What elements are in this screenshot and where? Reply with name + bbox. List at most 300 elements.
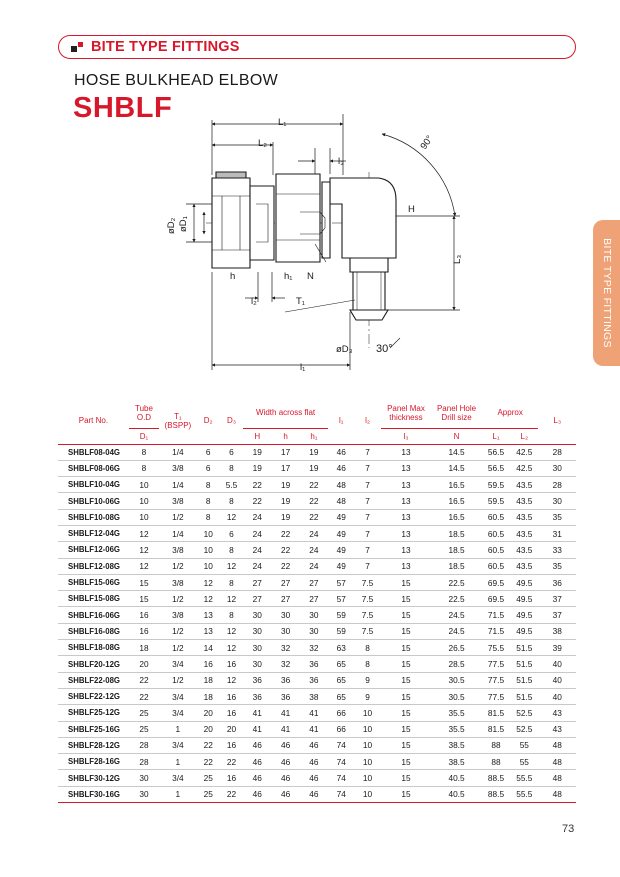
part-number-cell: SHBLF20-12G: [58, 656, 129, 672]
table-cell: 46: [328, 460, 354, 476]
table-cell: 24: [243, 542, 271, 558]
table-cell: 13: [197, 623, 220, 639]
table-cell: 12: [220, 640, 243, 656]
table-cell: 3/4: [159, 770, 196, 786]
header-L2: L₂: [510, 428, 538, 444]
table-cell: 20: [220, 721, 243, 737]
table-cell: 15: [381, 754, 432, 770]
table-cell: 12: [220, 558, 243, 574]
table-cell: 36: [271, 672, 299, 688]
table-cell: 3/4: [159, 688, 196, 704]
header-approx: Approx: [482, 398, 539, 428]
table-cell: 22: [271, 525, 299, 541]
table-cell: 22: [129, 672, 159, 688]
table-cell: 13: [381, 444, 432, 460]
table-cell: 31: [538, 525, 576, 541]
table-cell: 71.5: [482, 607, 510, 623]
table-cell: 30: [243, 640, 271, 656]
table-cell: 24: [243, 525, 271, 541]
table-cell: 1: [159, 754, 196, 770]
table-cell: 55: [510, 737, 538, 753]
table-cell: 27: [300, 574, 328, 590]
table-cell: 36: [243, 688, 271, 704]
dim-angle90: 90°: [418, 133, 436, 152]
table-cell: 10: [354, 786, 380, 802]
part-number-cell: SHBLF12-08G: [58, 558, 129, 574]
table-cell: 30.5: [431, 672, 482, 688]
table-cell: 16: [220, 705, 243, 721]
table-cell: 19: [243, 460, 271, 476]
table-cell: 22: [220, 754, 243, 770]
table-cell: 25: [129, 705, 159, 721]
table-cell: 33: [538, 542, 576, 558]
table-cell: 66: [328, 721, 354, 737]
table-row: [58, 672, 576, 688]
spec-table-body: [58, 444, 576, 803]
table-cell: 15: [381, 672, 432, 688]
table-cell: 3/8: [159, 542, 196, 558]
table-cell: 1/2: [159, 591, 196, 607]
table-cell: 74: [328, 770, 354, 786]
table-cell: 51.5: [510, 640, 538, 656]
part-number-cell: SHBLF10-06G: [58, 493, 129, 509]
table-row: [58, 688, 576, 704]
table-cell: 74: [328, 786, 354, 802]
table-cell: 15: [129, 591, 159, 607]
table-cell: 41: [271, 705, 299, 721]
table-cell: 43.5: [510, 509, 538, 525]
table-cell: 15: [381, 786, 432, 802]
table-cell: 8: [220, 542, 243, 558]
table-cell: 77.5: [482, 688, 510, 704]
header-d2: D₂: [197, 398, 220, 444]
table-cell: 10: [354, 754, 380, 770]
table-cell: 46: [300, 754, 328, 770]
table-cell: 12: [220, 509, 243, 525]
dim-N: N: [307, 271, 314, 282]
table-cell: 15: [381, 591, 432, 607]
table-cell: 60.5: [482, 509, 510, 525]
table-cell: 46: [300, 786, 328, 802]
part-number-cell: SHBLF18-08G: [58, 640, 129, 656]
table-cell: 19: [271, 477, 299, 493]
table-cell: 30: [271, 607, 299, 623]
table-cell: 39: [538, 640, 576, 656]
table-row: [58, 705, 576, 721]
table-cell: 59: [328, 607, 354, 623]
table-cell: 13: [381, 558, 432, 574]
table-cell: 43.5: [510, 477, 538, 493]
table-cell: 88.5: [482, 786, 510, 802]
table-cell: 60.5: [482, 525, 510, 541]
table-cell: 41: [271, 721, 299, 737]
table-cell: 30: [300, 623, 328, 639]
table-cell: 25: [197, 770, 220, 786]
dim-H: H: [408, 204, 415, 215]
table-cell: 8: [129, 444, 159, 460]
table-cell: 8: [197, 509, 220, 525]
table-cell: 46: [271, 770, 299, 786]
table-cell: 7.5: [354, 607, 380, 623]
part-number-cell: SHBLF12-06G: [58, 542, 129, 558]
table-cell: 17: [271, 460, 299, 476]
table-cell: 3/8: [159, 607, 196, 623]
table-cell: 14.5: [431, 444, 482, 460]
part-number-cell: SHBLF15-06G: [58, 574, 129, 590]
table-cell: 49.5: [510, 591, 538, 607]
table-cell: 7: [354, 477, 380, 493]
table-cell: 46: [243, 770, 271, 786]
table-cell: 6: [220, 444, 243, 460]
table-cell: 36: [271, 688, 299, 704]
header-h: h: [271, 428, 299, 444]
dim-h1: h₁: [284, 271, 293, 282]
header-h1: h₁: [300, 428, 328, 444]
table-cell: 1/2: [159, 672, 196, 688]
table-cell: 28: [538, 477, 576, 493]
table-cell: 16: [197, 656, 220, 672]
table-cell: 77.5: [482, 656, 510, 672]
table-cell: 46: [300, 737, 328, 753]
table-cell: 27: [300, 591, 328, 607]
table-cell: 37: [538, 591, 576, 607]
product-subtitle: HOSE BULKHEAD ELBOW: [74, 72, 278, 89]
part-number-cell: SHBLF30-12G: [58, 770, 129, 786]
table-cell: 30: [243, 656, 271, 672]
table-cell: 22: [129, 688, 159, 704]
table-row: [58, 444, 576, 460]
table-cell: 48: [538, 737, 576, 753]
table-cell: 30: [300, 607, 328, 623]
table-cell: 88.5: [482, 770, 510, 786]
table-cell: 10: [354, 737, 380, 753]
table-cell: 46: [243, 737, 271, 753]
part-number-cell: SHBLF30-16G: [58, 786, 129, 802]
table-cell: 22: [300, 493, 328, 509]
table-cell: 30: [129, 770, 159, 786]
dim-angle30: 30°: [376, 343, 393, 355]
table-cell: 37: [538, 607, 576, 623]
table-row: [58, 460, 576, 476]
table-cell: 51.5: [510, 656, 538, 672]
part-number-cell: SHBLF25-16G: [58, 721, 129, 737]
table-cell: 19: [300, 444, 328, 460]
table-cell: 69.5: [482, 574, 510, 590]
table-cell: 38: [538, 623, 576, 639]
part-number-cell: SHBLF16-08G: [58, 623, 129, 639]
table-cell: 46: [271, 786, 299, 802]
table-cell: 20: [197, 721, 220, 737]
table-cell: 7: [354, 542, 380, 558]
table-cell: 30: [243, 607, 271, 623]
page-number: 73: [562, 823, 575, 835]
table-cell: 13: [381, 509, 432, 525]
header-N: N: [431, 428, 482, 444]
table-cell: 10: [129, 509, 159, 525]
table-cell: 69.5: [482, 591, 510, 607]
header-d1: D₁: [129, 428, 159, 444]
table-cell: 16: [220, 770, 243, 786]
table-cell: 43.5: [510, 558, 538, 574]
table-cell: 6: [197, 460, 220, 476]
table-cell: 46: [271, 737, 299, 753]
table-cell: 41: [300, 721, 328, 737]
part-number-cell: SHBLF22-12G: [58, 688, 129, 704]
table-cell: 15: [381, 770, 432, 786]
table-row: [58, 737, 576, 753]
table-cell: 13: [381, 477, 432, 493]
table-cell: 48: [538, 786, 576, 802]
table-cell: 49: [328, 525, 354, 541]
table-cell: 43.5: [510, 542, 538, 558]
table-cell: 10: [354, 721, 380, 737]
table-cell: 28: [129, 737, 159, 753]
table-cell: 40: [538, 672, 576, 688]
table-cell: 12: [197, 591, 220, 607]
table-cell: 8: [220, 607, 243, 623]
part-number-cell: SHBLF12-04G: [58, 525, 129, 541]
table-cell: 51.5: [510, 688, 538, 704]
dim-D3: øD₃: [336, 344, 353, 355]
dim-L1: L₁: [278, 117, 287, 128]
dim-l2: l₂: [251, 296, 257, 307]
table-row: [58, 477, 576, 493]
table-cell: 12: [129, 525, 159, 541]
table-cell: 7: [354, 558, 380, 574]
table-cell: 32: [271, 640, 299, 656]
table-cell: 28.5: [431, 656, 482, 672]
table-cell: 7.5: [354, 591, 380, 607]
table-cell: 10: [354, 770, 380, 786]
table-cell: 56.5: [482, 460, 510, 476]
header-tube-od: Tube O.D: [129, 398, 159, 428]
table-cell: 19: [271, 509, 299, 525]
part-number-cell: SHBLF16-06G: [58, 607, 129, 623]
table-cell: 14.5: [431, 460, 482, 476]
table-cell: 27: [243, 591, 271, 607]
table-cell: 74: [328, 737, 354, 753]
table-cell: 24: [300, 525, 328, 541]
table-cell: 56.5: [482, 444, 510, 460]
header-l2: l₂: [354, 398, 380, 444]
table-cell: 26.5: [431, 640, 482, 656]
table-cell: 10: [197, 542, 220, 558]
table-row: [58, 591, 576, 607]
table-cell: 17: [271, 444, 299, 460]
table-cell: 71.5: [482, 623, 510, 639]
table-cell: 40: [538, 656, 576, 672]
part-number-cell: SHBLF10-08G: [58, 509, 129, 525]
table-row: [58, 770, 576, 786]
table-cell: 46: [243, 786, 271, 802]
table-cell: 32: [300, 640, 328, 656]
table-cell: 36: [300, 656, 328, 672]
table-cell: 49.5: [510, 623, 538, 639]
table-cell: 41: [243, 721, 271, 737]
technical-drawing: [150, 112, 480, 384]
table-cell: 30: [271, 623, 299, 639]
table-cell: 8: [197, 477, 220, 493]
table-cell: 28: [538, 444, 576, 460]
table-cell: 36: [300, 672, 328, 688]
table-cell: 3/4: [159, 737, 196, 753]
part-number-cell: SHBLF08-04G: [58, 444, 129, 460]
dim-D2: øD₂: [166, 217, 177, 234]
table-cell: 18: [129, 640, 159, 656]
header-L1: L₁: [482, 428, 510, 444]
table-cell: 24: [300, 542, 328, 558]
table-cell: 16.5: [431, 509, 482, 525]
table-cell: 1/2: [159, 509, 196, 525]
table-cell: 1/2: [159, 623, 196, 639]
table-cell: 15: [381, 607, 432, 623]
table-row: [58, 493, 576, 509]
table-cell: 7.5: [354, 574, 380, 590]
table-cell: 49.5: [510, 574, 538, 590]
product-code: SHBLF: [73, 92, 173, 124]
header-width-across-flat: Width across flat: [243, 398, 328, 428]
table-cell: 35: [538, 509, 576, 525]
table-cell: 48: [538, 754, 576, 770]
header-l1: l₁: [328, 398, 354, 444]
table-cell: 10: [197, 558, 220, 574]
table-cell: 43: [538, 705, 576, 721]
table-cell: 7: [354, 460, 380, 476]
header-L3: L₃: [538, 398, 576, 444]
table-cell: 8: [354, 640, 380, 656]
part-number-cell: SHBLF28-16G: [58, 754, 129, 770]
table-cell: 88: [482, 754, 510, 770]
part-number-cell: SHBLF22-08G: [58, 672, 129, 688]
dim-D1: øD₁: [178, 216, 189, 232]
table-cell: 46: [300, 770, 328, 786]
header-d3: D₃: [220, 398, 243, 444]
table-cell: 74: [328, 754, 354, 770]
table-cell: 22.5: [431, 574, 482, 590]
table-cell: 28: [129, 754, 159, 770]
table-cell: 1/2: [159, 640, 196, 656]
table-cell: 8: [129, 460, 159, 476]
table-cell: 3/4: [159, 656, 196, 672]
table-cell: 22: [243, 477, 271, 493]
table-cell: 88: [482, 737, 510, 753]
table-cell: 1/4: [159, 477, 196, 493]
table-cell: 30: [538, 460, 576, 476]
table-cell: 8: [220, 574, 243, 590]
table-cell: 75.5: [482, 640, 510, 656]
table-cell: 13: [381, 542, 432, 558]
table-cell: 1: [159, 721, 196, 737]
table-cell: 55: [510, 754, 538, 770]
table-cell: 59.5: [482, 477, 510, 493]
table-cell: 42.5: [510, 460, 538, 476]
table-cell: 16: [220, 737, 243, 753]
table-row: [58, 721, 576, 737]
part-number-cell: SHBLF25-12G: [58, 705, 129, 721]
table-cell: 36: [538, 574, 576, 590]
table-cell: 55.5: [510, 770, 538, 786]
table-cell: 18.5: [431, 558, 482, 574]
table-cell: 27: [271, 591, 299, 607]
table-cell: 22: [220, 786, 243, 802]
table-cell: 60.5: [482, 558, 510, 574]
table-cell: 48: [328, 477, 354, 493]
table-cell: 38.5: [431, 754, 482, 770]
table-cell: 8: [220, 493, 243, 509]
table-cell: 27: [243, 574, 271, 590]
category-title: BITE TYPE FITTINGS: [91, 39, 240, 55]
table-cell: 6: [197, 444, 220, 460]
table-cell: 65: [328, 672, 354, 688]
part-number-cell: SHBLF15-08G: [58, 591, 129, 607]
table-cell: 22.5: [431, 591, 482, 607]
table-cell: 3/8: [159, 493, 196, 509]
table-cell: 12: [220, 623, 243, 639]
table-cell: 1/4: [159, 525, 196, 541]
side-tab[interactable]: [593, 220, 620, 366]
table-cell: 15: [381, 688, 432, 704]
table-cell: 15: [381, 656, 432, 672]
table-cell: 81.5: [482, 721, 510, 737]
table-cell: 18.5: [431, 542, 482, 558]
table-cell: 38.5: [431, 737, 482, 753]
table-cell: 57: [328, 574, 354, 590]
table-cell: 13: [381, 525, 432, 541]
table-cell: 5.5: [220, 477, 243, 493]
table-cell: 27: [271, 574, 299, 590]
table-cell: 24.5: [431, 607, 482, 623]
table-cell: 49.5: [510, 607, 538, 623]
table-cell: 1/4: [159, 444, 196, 460]
table-cell: 3/8: [159, 574, 196, 590]
table-cell: 10: [129, 493, 159, 509]
table-cell: 16: [220, 656, 243, 672]
table-cell: 18: [197, 672, 220, 688]
table-cell: 10: [197, 525, 220, 541]
table-cell: 15: [381, 721, 432, 737]
table-cell: 15: [381, 737, 432, 753]
table-cell: 15: [381, 640, 432, 656]
table-cell: 12: [129, 542, 159, 558]
table-cell: 52.5: [510, 705, 538, 721]
table-cell: 16.5: [431, 477, 482, 493]
table-cell: 51.5: [510, 672, 538, 688]
table-cell: 49: [328, 558, 354, 574]
table-cell: 20: [197, 705, 220, 721]
table-cell: 60.5: [482, 542, 510, 558]
dim-L2: L₂: [258, 138, 267, 149]
table-cell: 36: [243, 672, 271, 688]
table-row: [58, 542, 576, 558]
table-cell: 30: [129, 786, 159, 802]
side-tab-label: BITE TYPE FITTINGS: [600, 238, 613, 348]
header-t1: T₁ (BSPP): [159, 398, 196, 444]
table-cell: 66: [328, 705, 354, 721]
table-cell: 16: [129, 607, 159, 623]
table-cell: 22: [300, 509, 328, 525]
table-row: [58, 607, 576, 623]
table-cell: 65: [328, 688, 354, 704]
table-cell: 7: [354, 493, 380, 509]
table-row: [58, 509, 576, 525]
table-cell: 15: [381, 574, 432, 590]
table-cell: 15: [129, 574, 159, 590]
table-cell: 15: [381, 623, 432, 639]
table-cell: 15: [381, 705, 432, 721]
table-cell: 59.5: [482, 493, 510, 509]
table-cell: 19: [271, 493, 299, 509]
table-cell: 24.5: [431, 623, 482, 639]
